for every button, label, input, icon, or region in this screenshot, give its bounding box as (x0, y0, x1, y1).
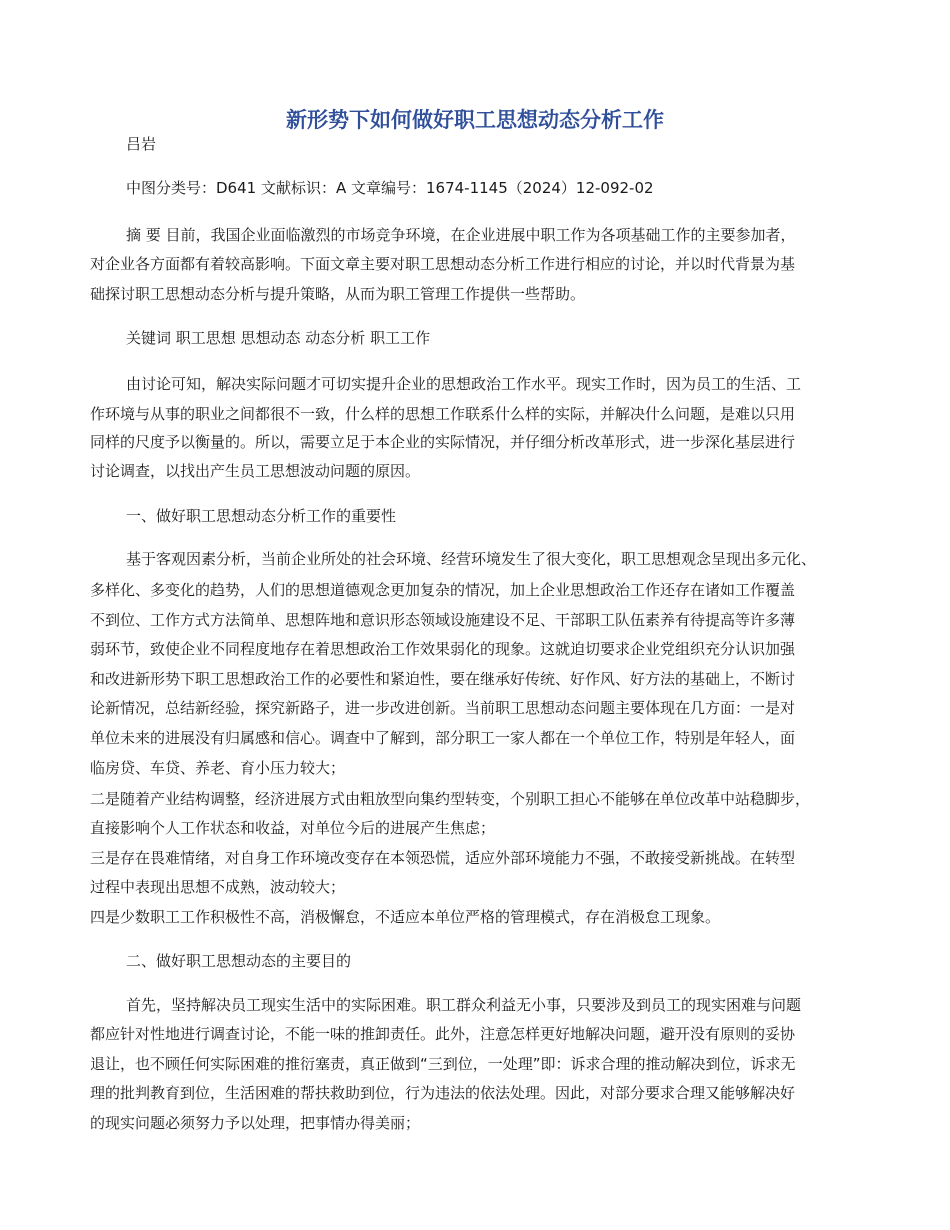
body-line: 四是少数职工工作积极性不高，消极懈怠，不适应本单位严格的管理模式，存在消极怠工现象。 (90, 908, 721, 926)
intro-line: 同样的尺度予以衡量的。所以，需要立足于本企业的实际情况，并仔细分析改革形式，进一步深化基层进行 (90, 433, 796, 451)
body-line: 基于客观因素分析，当前企业所处的社会环境、经营环境发生了很大变化，职工思想观念呈现出多元化、 (126, 550, 817, 568)
keywords-line: 关键词 职工思想 思想动态 动态分析 职工工作 (126, 329, 431, 347)
section-heading-1: 一、做好职工思想动态分析工作的重要性 (126, 507, 397, 525)
intro-line: 作环境与从事的职业之间都很不一致，什么样的思想工作联系什么样的实际，并解决什么问题，是难以只用 (90, 405, 796, 423)
classification-line: 中图分类号：D641 文献标识：A 文章编号：1674-1145（2024）12-092-02 (126, 179, 654, 197)
author-name: 吕岩 (126, 135, 157, 153)
abstract-line: 对企业各方面都有着较高影响。下面文章主要对职工思想动态分析工作进行相应的讨论，并以时代背景为基 (90, 255, 796, 273)
body-line: 弱环节，致使企业不同程度地存在着思想政治工作效果弱化的现象。这就迫切要求企业党组织充分认识加强 (90, 640, 796, 658)
abstract-line: 础探讨职工思想动态分析与提升策略，从而为职工管理工作提供一些帮助。 (90, 285, 586, 303)
body-line: 理的批判教育到位，生活困难的帮扶救助到位，行为违法的依法处理。因此，对部分要求合理又能够解决好 (90, 1084, 796, 1102)
body-line: 论新情况，总结新经验，探究新路子，进一步改进创新。当前职工思想动态问题主要体现在几方面：一是对 (90, 699, 796, 717)
body-line: 的现实问题必须努力予以处理，把事情办得美丽； (90, 1114, 421, 1132)
body-line: 不到位、工作方式方法简单、思想阵地和意识形态领域设施建设不足、干部职工队伍素养有待提高等许多薄 (90, 611, 796, 629)
body-line: 直接影响个人工作状态和收益，对单位今后的进展产生焦虑； (90, 819, 496, 837)
article-title: 新形势下如何做好职工思想动态分析工作 (286, 108, 664, 132)
body-line: 和改进新形势下职工思想政治工作的必要性和紧迫性，要在继承好传统、好作风、好方法的基础上，不断讨 (90, 670, 796, 688)
body-line: 首先，坚持解决员工现实生活中的实际困难。职工群众利益无小事，只要涉及到员工的现实困难与问题 (126, 996, 802, 1014)
body-line: 都应针对性地进行调查讨论，不能一味的推卸责任。此外，注意怎样更好地解决问题，避开没有原则的妥协 (90, 1025, 796, 1043)
intro-line: 由讨论可知，解决实际问题才可切实提升企业的思想政治工作水平。现实工作时，因为员工的生活、工 (126, 375, 802, 393)
abstract-line: 摘 要 目前，我国企业面临激烈的市场竞争环境，在企业进展中职工作为各项基础工作的主要参加者， (126, 226, 796, 244)
body-line: 二是随着产业结构调整，经济进展方式由粗放型向集约型转变，个别职工担心不能够在单位改革中站稳脚步， (90, 790, 811, 808)
body-line: 临房贷、车贷、养老、育小压力较大； (90, 759, 346, 777)
body-line: 过程中表现出思想不成熟，波动较大； (90, 878, 346, 896)
body-line: 退让，也不顾任何实际困难的推衍塞责，真正做到“三到位，一处理”即：诉求合理的推动解决到位，诉求无 (90, 1055, 796, 1073)
body-line: 单位未来的进展没有归属感和信心。调查中了解到，部分职工一家人都在一个单位工作，特别是年轻人，面 (90, 729, 796, 747)
body-line: 多样化、多变化的趋势，人们的思想道德观念更加复杂的情况，加上企业思想政治工作还存在诸如工作覆盖 (90, 581, 796, 599)
section-heading-2: 二、做好职工思想动态的主要目的 (126, 952, 352, 970)
body-line: 三是存在畏难情绪，对自身工作环境改变存在本领恐慌，适应外部环境能力不强，不敢接受新挑战。在转型 (90, 849, 796, 867)
intro-line: 讨论调查，以找出产生员工思想波动问题的原因。 (90, 462, 421, 480)
